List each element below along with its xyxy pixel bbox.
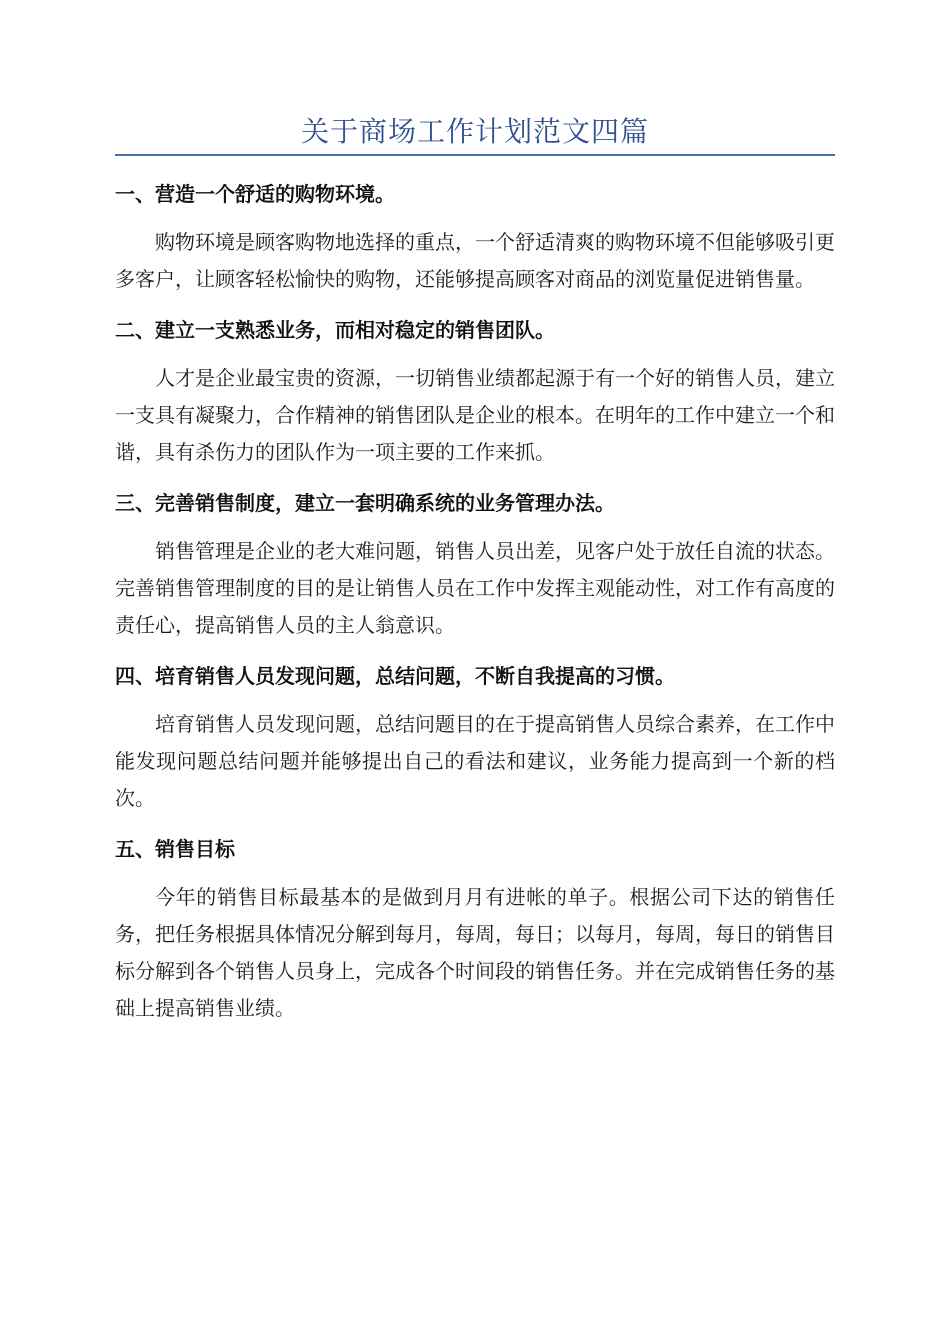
section-paragraph: 培育销售人员发现问题，总结问题目的在于提高销售人员综合素养，在工作中能发现问题总结问题并能够提出自己的看法和建议，业务能力提高到一个新的档次。 bbox=[115, 712, 835, 810]
section-heading: 一、营造一个舒适的购物环境。 bbox=[115, 182, 395, 206]
section-2 bbox=[115, 314, 835, 471]
section-5 bbox=[115, 833, 835, 1027]
section-heading: 三、完善销售制度，建立一套明确系统的业务管理办法。 bbox=[115, 491, 615, 515]
page-title: 关于商场工作计划范文四篇 bbox=[300, 115, 649, 148]
section-paragraph: 人才是企业最宝贵的资源，一切销售业绩都起源于有一个好的销售人员，建立一支具有凝聚力，合作精神的销售团队是企业的根本。在明年的工作中建立一个和谐，具有杀伤力的团队作为一项主要的工作来抓。 bbox=[115, 366, 835, 464]
section-heading: 二、建立一支熟悉业务，而相对稳定的销售团队。 bbox=[115, 318, 555, 342]
section-paragraph: 销售管理是企业的老大难问题，销售人员出差，见客户处于放任自流的状态。完善销售管理制度的目的是让销售人员在工作中发挥主观能动性，对工作有高度的责任心，提高销售人员的主人翁意识。 bbox=[115, 539, 835, 637]
title-underline bbox=[115, 154, 835, 156]
section-3 bbox=[115, 487, 835, 644]
section-4 bbox=[115, 660, 835, 817]
document-body bbox=[115, 172, 835, 1043]
section-paragraph: 今年的销售目标最基本的是做到月月有进帐的单子。根据公司下达的销售任务，把任务根据具体情况分解到每月，每周，每日；以每月，每周，每日的销售目标分解到各个销售人员身上，完成各个时间段的销售任务。并在完成销售任务的基础上提高销售业绩。 bbox=[115, 885, 835, 1020]
section-paragraph: 购物环境是顾客购物地选择的重点，一个舒适清爽的购物环境不但能够吸引更多客户，让顾客轻松愉快的购物，还能够提高顾客对商品的浏览量促进销售量。 bbox=[115, 230, 835, 291]
section-heading: 五、销售目标 bbox=[115, 837, 235, 861]
section-1 bbox=[115, 178, 835, 298]
section-heading: 四、培育销售人员发现问题，总结问题，不断自我提高的习惯。 bbox=[115, 664, 675, 688]
